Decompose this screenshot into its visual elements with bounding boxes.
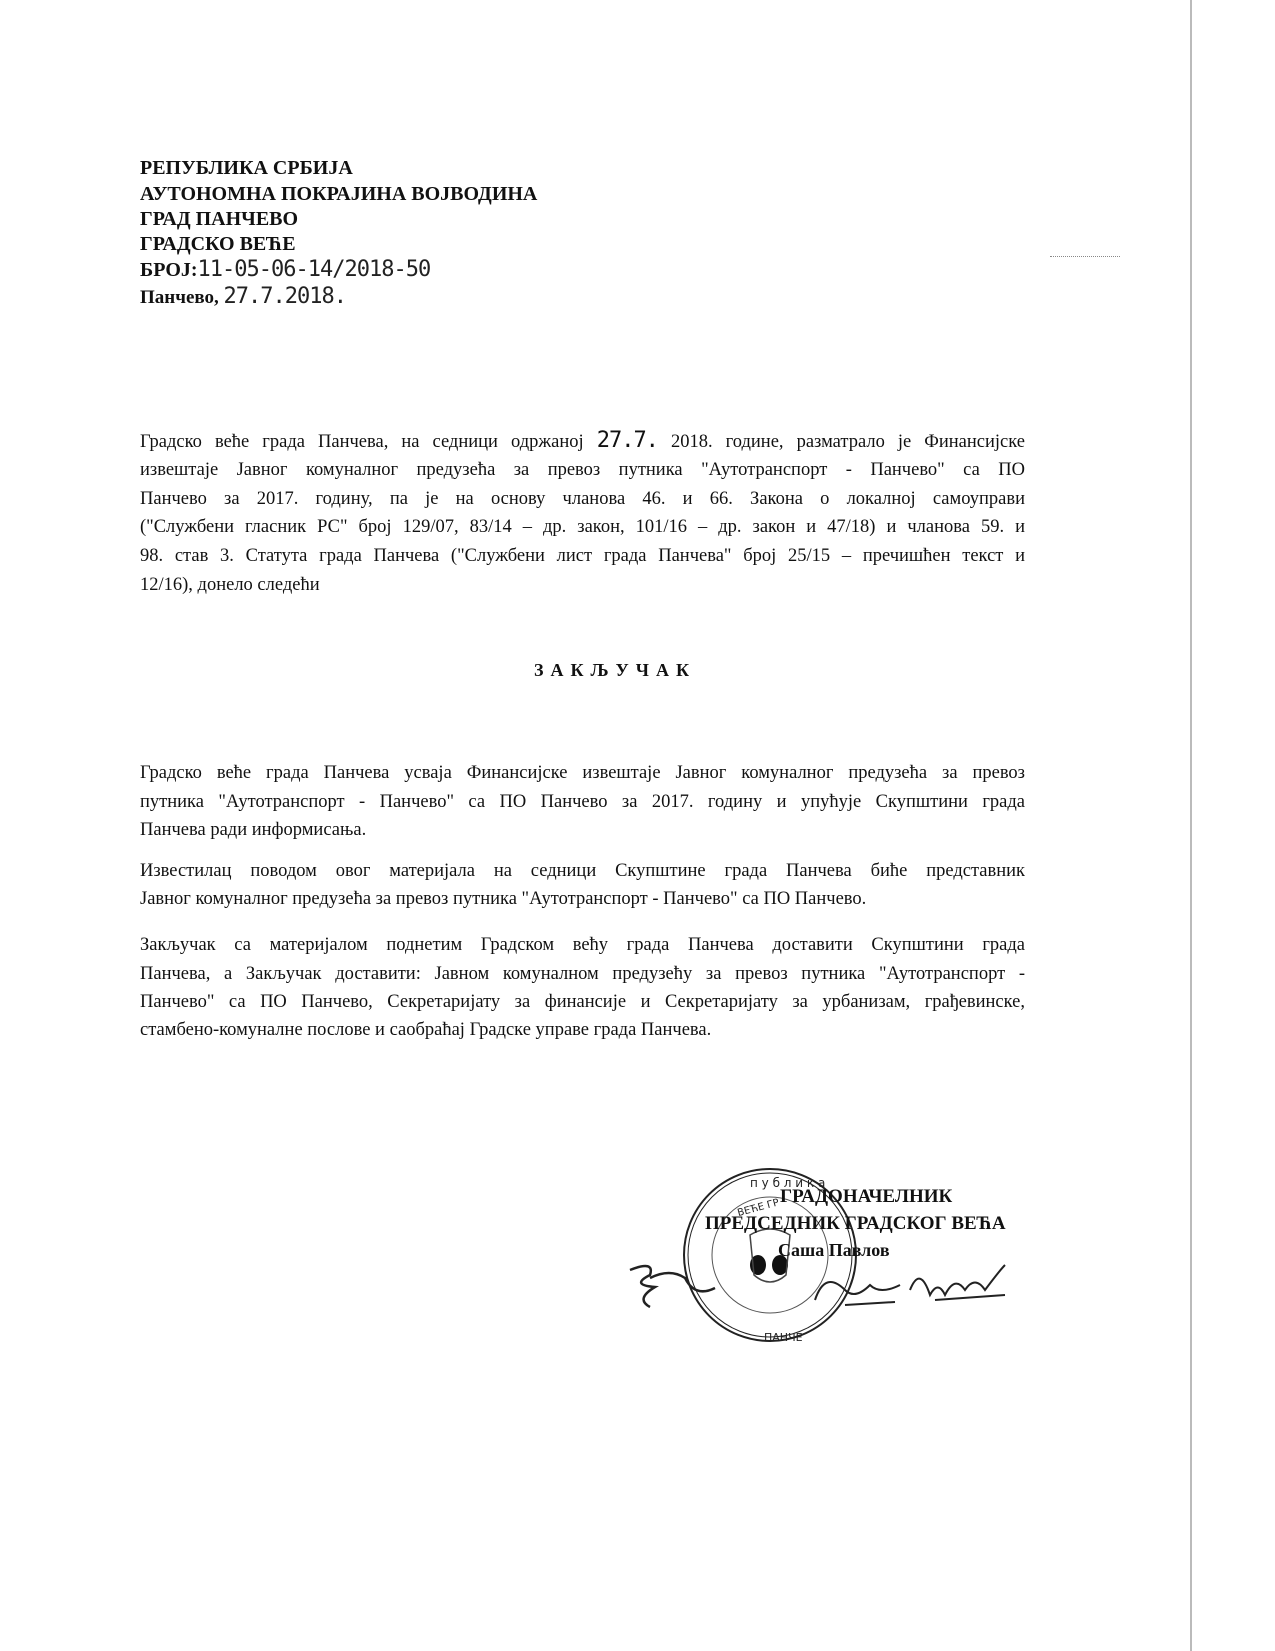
header-council: ГРАДСКО ВЕЋЕ [140, 233, 296, 255]
intro-line: 12/16), донело следећи [140, 575, 320, 595]
handwritten-date: 27.7. [596, 428, 658, 453]
header-city: ГРАД ПАНЧЕВО [140, 208, 299, 230]
place-label: Панчево, [140, 287, 219, 308]
document-number [140, 257, 431, 282]
signature-title-mayor: ГРАДОНАЧЕЛНИК [780, 1186, 953, 1207]
intro-line: Панчево за 2017. годину, па је на основу чланова 46. и 66. Закона о локалној самоуправи [140, 489, 1025, 509]
header-province: АУТОНОМНА ПОКРАЈИНА ВОЈВОДИНА [140, 183, 538, 205]
number-handwritten: 11-05-06-14/2018-50 [197, 257, 431, 282]
signatory-name: Саша Павлов [778, 1240, 890, 1260]
paragraph-line: Закључак са материјалом поднетим Градском већу града Панчева доставити Скупштини града [140, 935, 1025, 955]
svg-text:п у б л и к а: п у б л и к а [750, 1176, 826, 1190]
paragraph-line: Јавног комуналног предузећа за превоз путника "Аутотранспорт - Панчево" са ПО Панчево. [140, 889, 867, 909]
intro-line [140, 428, 1025, 453]
paragraph-line: Градско веће града Панчева усваја Финансијске извештаје Јавног комуналног предузећа за превоз [140, 763, 1025, 783]
svg-text:ВЕЋЕ ГР: ВЕЋЕ ГР [736, 1197, 781, 1220]
document-title: ЗАКЉУЧАК [533, 660, 697, 680]
number-label: БРОЈ: [140, 259, 198, 281]
paragraph-line: Панчево" са ПО Панчево, Секретаријату за финансије и Секретаријату за урбанизам, грађевинске, [140, 992, 1025, 1012]
scan-mark [1050, 256, 1120, 257]
intro-text: 2018. године, разматрало је Финансијске [657, 432, 1025, 452]
signature-title-president: ПРЕДСЕДНИК ГРАДСКОГ ВЕЋА [705, 1213, 1006, 1234]
paragraph-line: путника "Аутотранспорт - Панчево" са ПО Панчево за 2017. годину и упућује Скупштини града [140, 792, 1025, 812]
handwritten-signature [625, 1250, 1065, 1330]
header-republic: РЕПУБЛИКА СРБИЈА [140, 157, 353, 179]
document-date [140, 284, 346, 309]
intro-line: извештаје Јавног комуналног предузећа за превоз путника "Аутотранспорт - Панчево" са ПО [140, 460, 1025, 480]
paragraph-line: Панчева ради информисања. [140, 820, 367, 840]
paragraph-line: стамбено-комуналне послове и саобраћај Градске управе града Панчева. [140, 1020, 712, 1040]
paragraph-line: Известилац поводом овог материјала на седници Скупштине града Панчева биће представник [140, 861, 1025, 881]
intro-line: ("Службени гласник РС" број 129/07, 83/14 – др. закон, 101/16 – др. закон и 47/18) и чланова 59. и [140, 517, 1025, 537]
date-handwritten: 27.7.2018. [223, 284, 346, 309]
paragraph-line: Панчева, а Закључак доставити: Јавном комуналном предузећу за превоз путника "Аутотранспорт - [140, 964, 1025, 984]
svg-text:ПАНЧЕ: ПАНЧЕ [764, 1331, 803, 1344]
intro-text: Градско веће града Панчева, на седници одржаној [140, 432, 597, 452]
intro-line: 98. став 3. Статута града Панчева ("Службени лист града Панчева" број 25/15 – пречишћен текст и [140, 546, 1025, 566]
